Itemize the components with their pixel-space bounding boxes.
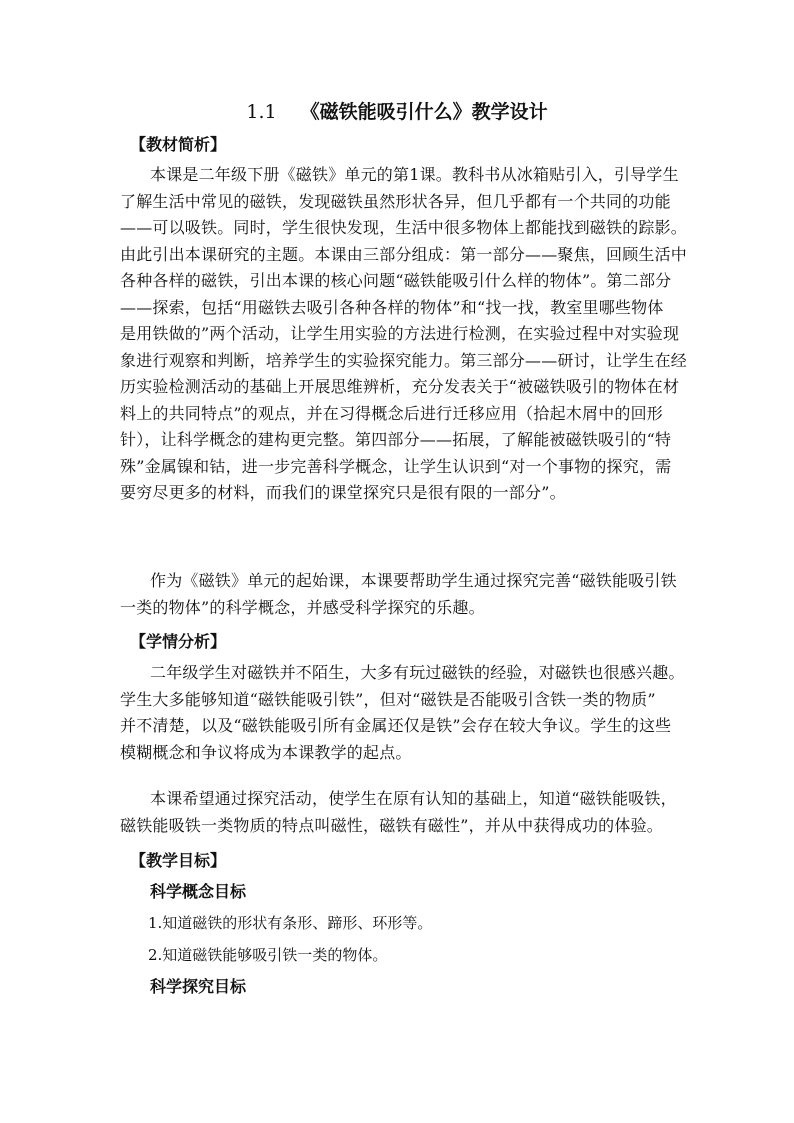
- concept-goal-item: 2.知道磁铁能够吸引铁一类的物体。: [148, 946, 388, 964]
- materials-paragraph-1: [120, 162, 688, 507]
- text-line: 模糊概念和争议将成为本课教学的起点。: [120, 742, 412, 762]
- students-paragraph-1: [120, 660, 685, 766]
- text-line: ——探索，包括“用磁铁去吸引各种各样的物体”和“找一找，教室里哪些物体: [120, 297, 664, 317]
- section-heading-goals: 【教学目标】: [130, 851, 227, 870]
- concept-goal-item: 1.知道磁铁的形状有条形、蹄形、环形等。: [148, 914, 433, 932]
- text-line: 一类的物体”的科学概念，并感受科学探究的乐趣。: [120, 597, 485, 617]
- text-line: 要穷尽更多的材料，而我们的课堂探究只是很有限的一部分”。: [120, 483, 566, 502]
- page-title: [0, 98, 794, 126]
- title-text: 《磁铁能吸引什么》教学设计: [300, 101, 548, 123]
- inquiry-goals-heading: 科学探究目标: [150, 977, 247, 996]
- text-line: 了解生活中常见的磁铁，发现磁铁虽然形状各异，但几乎都有一个共同的功能: [120, 191, 671, 211]
- text-line: 磁铁能吸铁一类物质的特点叫磁性，磁铁有磁性”，并从中获得成功的体验。: [120, 815, 663, 835]
- text-line: 由此引出本课研究的主题。本课由三部分组成：第一部分——聚焦，回顾生活中: [120, 244, 688, 264]
- text-line: 本课是二年级下册《磁铁》单元的第1课。教科书从冰箱贴引入，引导学生: [150, 165, 679, 184]
- concept-goals-heading: 科学概念目标: [150, 882, 247, 901]
- text-line: 各种各样的磁铁，引出本课的核心问题“磁铁能吸引什么样的物体”。第二部分: [120, 271, 672, 290]
- text-line: 料上的共同特点”的观点，并在习得概念后进行迁移应用（拾起木屑中的回形: [120, 403, 663, 423]
- text-line: 学生大多能够知道“磁铁能吸引铁”，但对“磁铁是否能吸引含铁一类的物质”: [120, 689, 656, 709]
- text-line: 二年级学生对磁铁并不陌生，大多有玩过磁铁的经验，对磁铁也很感兴趣。: [150, 663, 685, 682]
- text-line: 殊”金属镍和钴，进一步完善科学概念，让学生认识到“对一个事物的探究，需: [120, 456, 672, 476]
- text-line: 本课希望通过探究活动，使学生在原有认知的基础上，知道“磁铁能吸铁，: [150, 789, 677, 808]
- section-heading-students: 【学情分析】: [130, 632, 227, 651]
- text-line: 针），让科学概念的建构更完整。第四部分——拓展，了解能被磁铁吸引的“特: [120, 430, 672, 449]
- text-line: 作为《磁铁》单元的起始课，本课要帮助学生通过探究完善“磁铁能吸引铁: [150, 571, 677, 590]
- text-line: ——可以吸铁。同时，学生很快发现，生活中很多物体上都能找到磁铁的踪影。: [120, 218, 688, 237]
- section-heading-materials: 【教材简析】: [130, 135, 227, 154]
- title-number: 1.1: [246, 101, 277, 123]
- materials-paragraph-2: [120, 568, 680, 621]
- text-line: 并不清楚，以及“磁铁能吸引所有金属还仅是铁”会存在较大争议。学生的这些: [120, 716, 672, 735]
- students-paragraph-2: [120, 786, 680, 839]
- text-line: 是用铁做的”两个活动，让学生用实验的方法进行检测，在实验过程中对实验现: [120, 324, 680, 343]
- text-line: 历实验检测活动的基础上开展思维辨析，充分发表关于“被磁铁吸引的物体在材: [120, 377, 680, 396]
- text-line: 象进行观察和判断，培养学生的实验探究能力。第三部分——研讨，让学生在经: [120, 350, 688, 370]
